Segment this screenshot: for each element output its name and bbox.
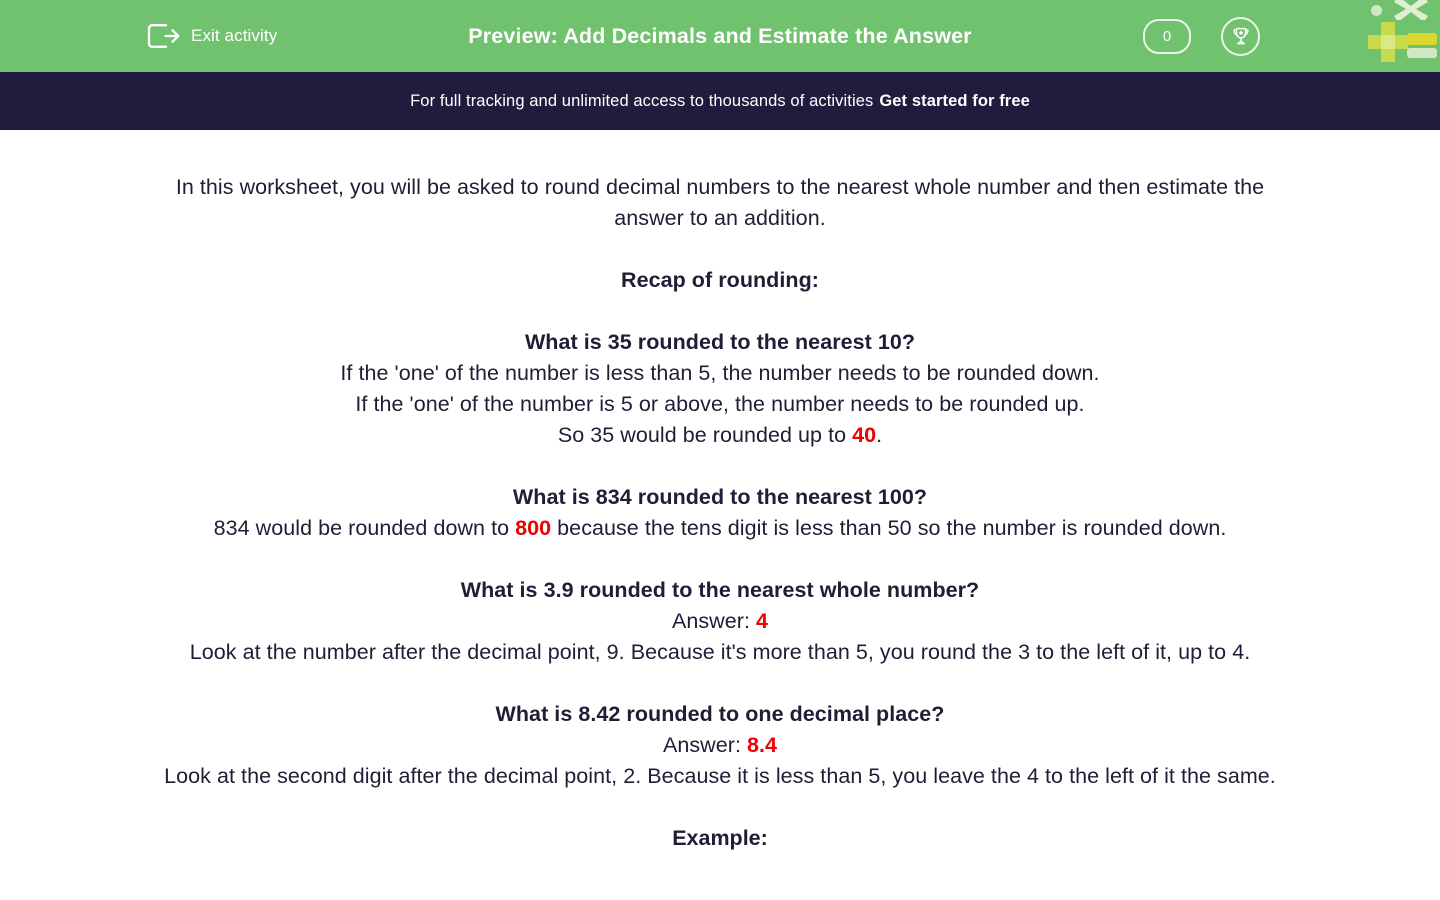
header-actions — [1143, 0, 1260, 72]
answer-row-39 — [150, 606, 1290, 637]
app-header — [0, 0, 1440, 72]
conclusion-35 — [150, 420, 1290, 451]
trophy-button[interactable] — [1221, 17, 1260, 56]
exit-activity-label: Exit activity — [191, 26, 278, 45]
decorative-shapes — [1360, 0, 1440, 60]
answer-value-39: 4 — [756, 609, 769, 633]
spacer — [150, 451, 1290, 482]
exit-arrow-icon — [146, 23, 180, 49]
trophy-icon — [1230, 25, 1252, 47]
conclusion-35-answer: 40 — [852, 423, 877, 447]
deco-circle-shape — [1371, 5, 1382, 16]
worksheet-intro: In this worksheet, you will be asked to round decimal numbers to the nearest whole number and then estimate the answer to an addition. — [175, 175, 1265, 230]
score-value: 0 — [1162, 27, 1172, 45]
rule-round-down: If the 'one' of the number is less than 5, the number needs to be rounded down. — [340, 361, 1100, 385]
spacer — [150, 544, 1290, 575]
page-title: Preview: Add Decimals and Estimate the Answer — [468, 23, 972, 48]
promo-message: For full tracking and unlimited access to thousands of activities — [410, 91, 874, 110]
answer-row-842 — [150, 730, 1290, 761]
next-section-heading: Example: — [672, 826, 768, 850]
explanation-834-post: because the tens digit is less than 50 so the number is rounded down. — [551, 516, 1227, 540]
answer-value-842: 8.4 — [747, 733, 778, 757]
explanation-834 — [150, 513, 1290, 544]
spacer — [150, 234, 1290, 265]
explanation-39: Look at the number after the decimal point, 9. Because it's more than 5, you round the 3 to the left of it, up to 4. — [189, 640, 1251, 664]
answer-label-39: Answer: — [671, 609, 757, 633]
spacer — [150, 668, 1290, 699]
deco-plus-center — [1381, 35, 1395, 49]
recap-heading: Recap of rounding: — [621, 268, 819, 292]
deco-plus-shape-horizontal — [1368, 35, 1408, 49]
deco-bar-yellow — [1407, 33, 1437, 45]
explanation-842: Look at the second digit after the decimal point, 2. Because it is less than 5, you leave the 4 to the left of it the same. — [164, 764, 1276, 788]
conclusion-35-pre: So 35 would be rounded up to — [557, 423, 853, 447]
get-started-link[interactable]: Get started for free — [879, 91, 1030, 110]
question-35: What is 35 rounded to the nearest 10? — [524, 330, 916, 354]
exit-activity-button[interactable] — [146, 0, 277, 72]
promo-banner — [0, 72, 1440, 130]
worksheet-content — [0, 130, 1440, 854]
question-39: What is 3.9 rounded to the nearest whole number? — [460, 578, 980, 602]
deco-plus-shape — [1381, 22, 1395, 62]
answer-label-842: Answer: — [662, 733, 747, 757]
score-badge[interactable] — [1143, 19, 1191, 54]
question-834: What is 834 rounded to the nearest 100? — [512, 485, 928, 509]
rule-round-up: If the 'one' of the number is 5 or above, the number needs to be rounded up. — [355, 392, 1085, 416]
spacer — [150, 296, 1290, 327]
deco-x-shape — [1394, 0, 1428, 20]
explanation-834-answer: 800 — [515, 516, 552, 540]
explanation-834-pre: 834 would be rounded down to — [213, 516, 516, 540]
question-842: What is 8.42 rounded to one decimal place? — [495, 702, 945, 726]
deco-bar-light — [1407, 48, 1437, 58]
conclusion-35-post: . — [876, 423, 883, 447]
